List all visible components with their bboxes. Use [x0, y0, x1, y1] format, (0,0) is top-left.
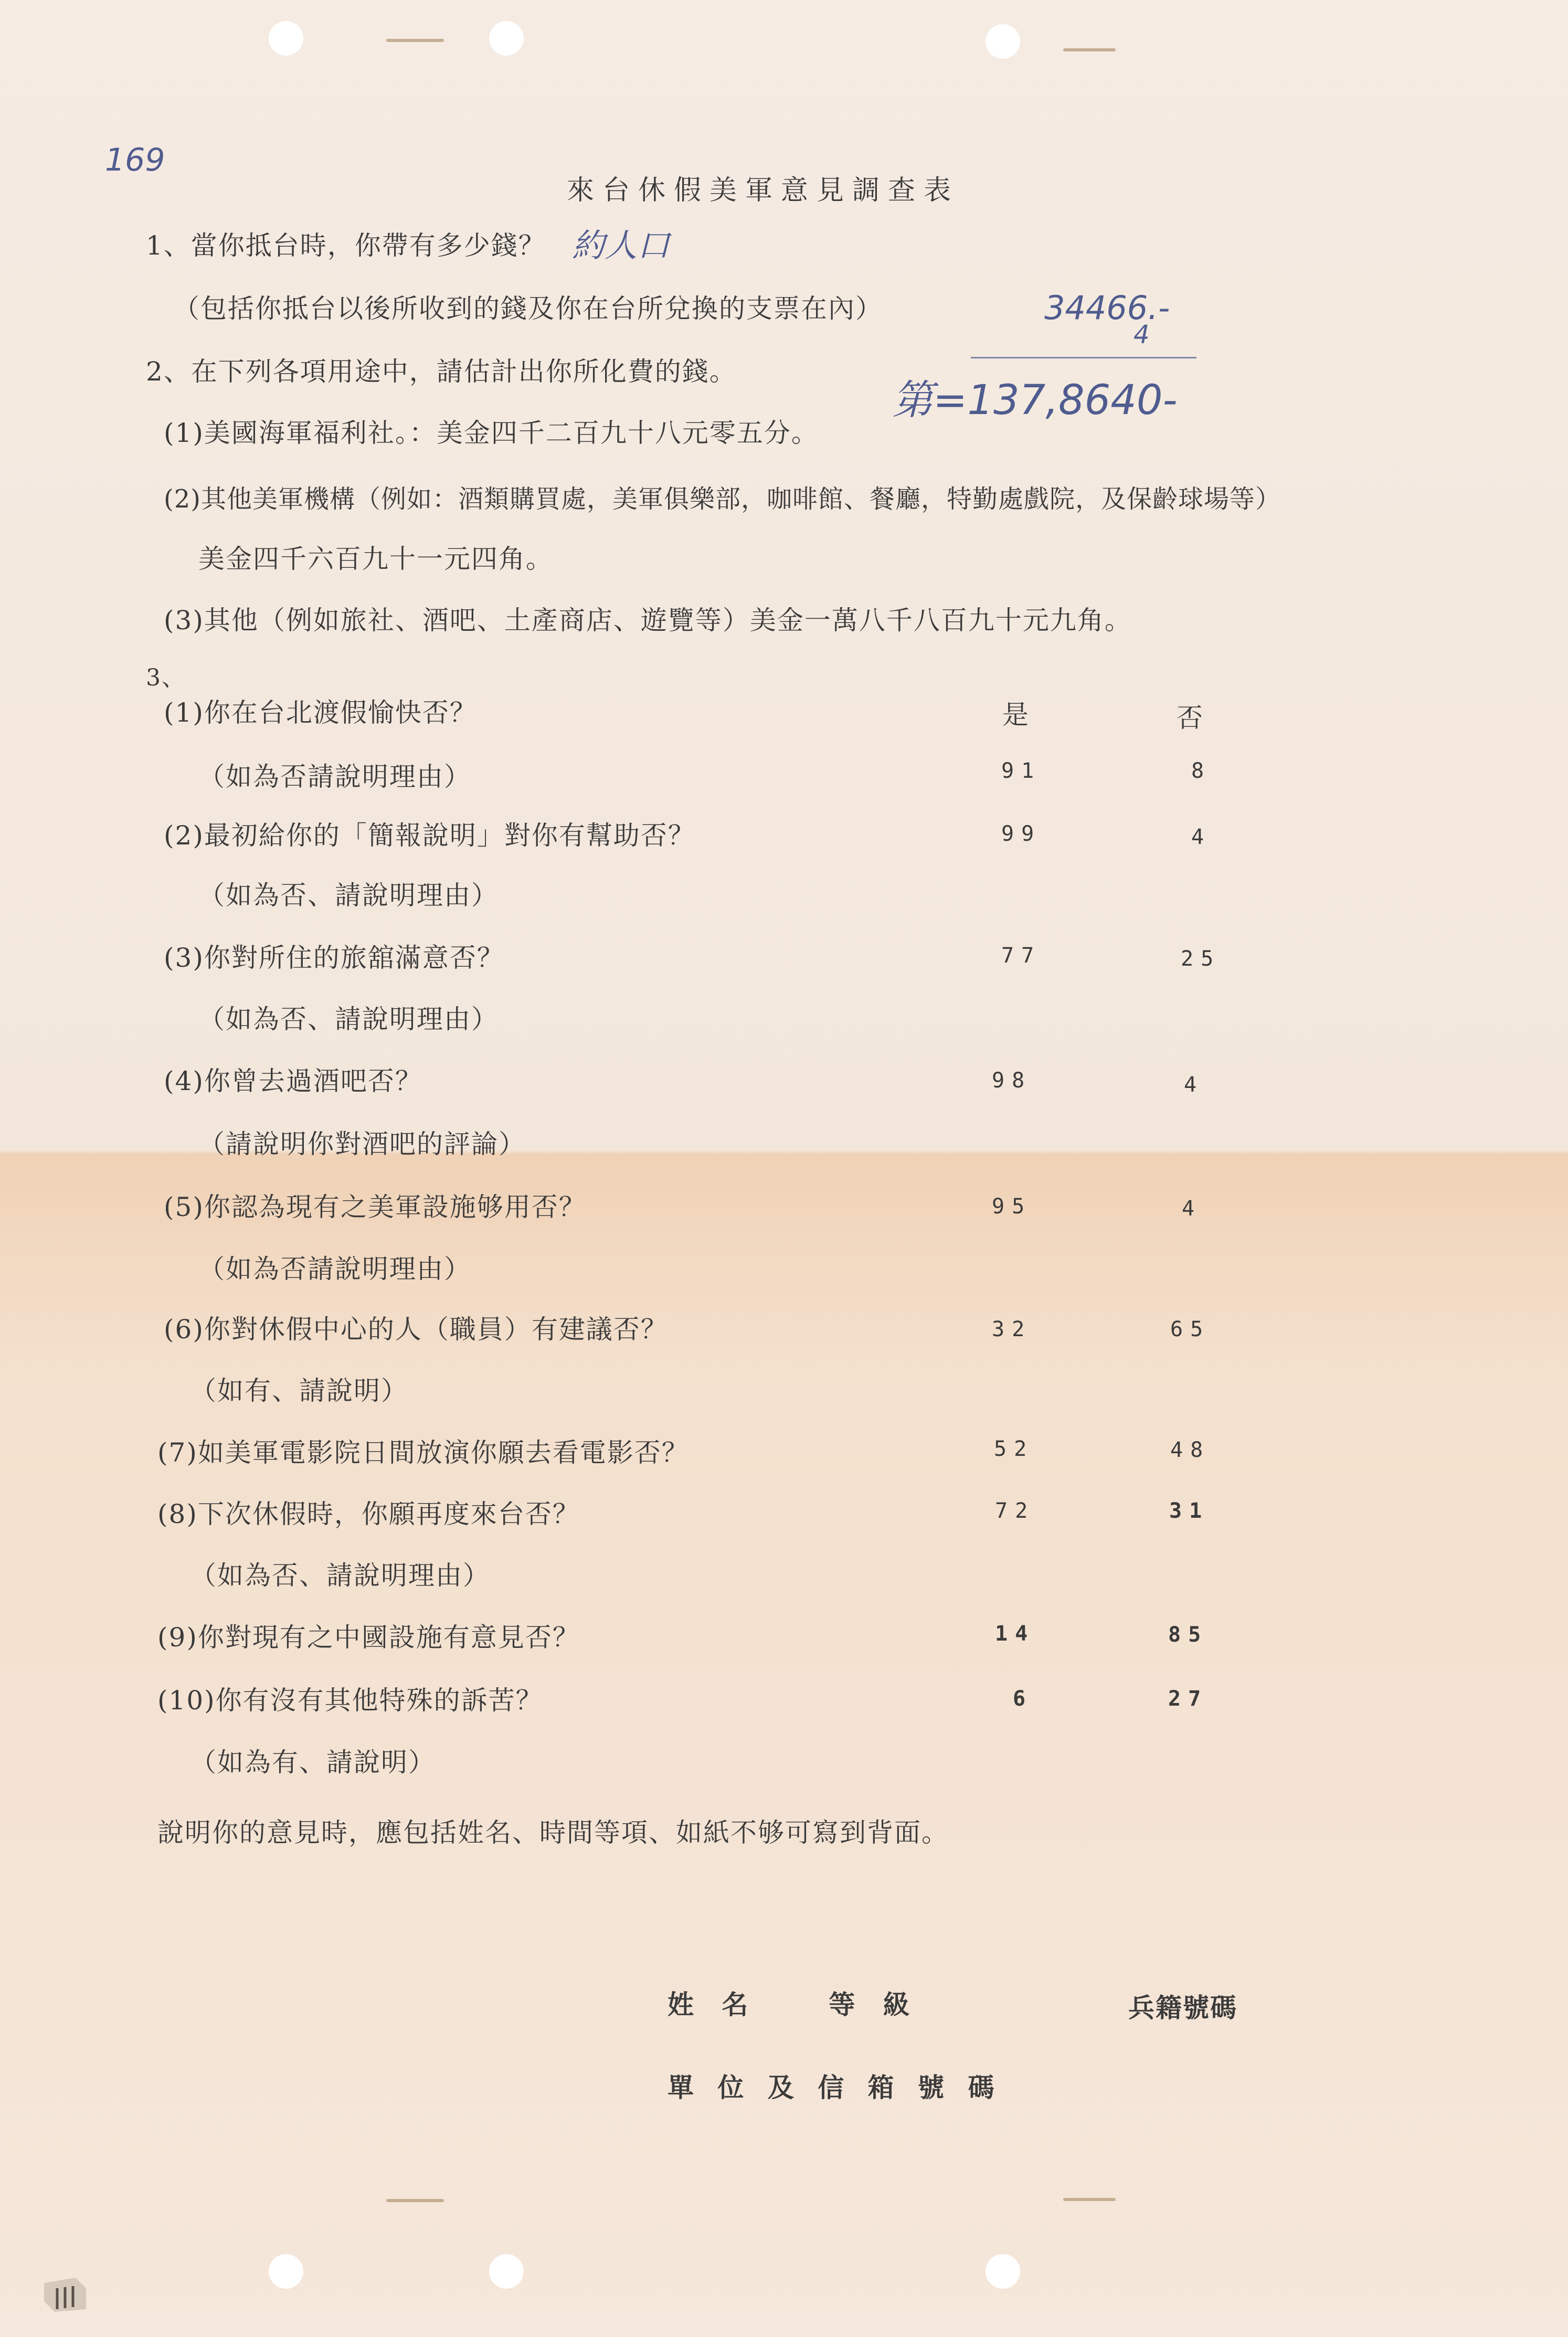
q3-note: （如為否、請說明理由）: [190, 1560, 490, 1591]
yes-count: 91: [1001, 759, 1042, 783]
punch-hole: [489, 21, 524, 56]
yes-count: 72: [995, 1499, 1035, 1523]
q2-item: 美金四千六百九十一元四角。: [198, 544, 553, 574]
binding-mark: [386, 2199, 444, 2202]
binding-mark: [386, 39, 444, 42]
q3-note: （如為有、請說明）: [190, 1747, 436, 1778]
page-number: 169: [105, 142, 165, 178]
q2-item: (1)美國海軍福利社。：美金四千二百九十八元零五分。: [164, 418, 819, 448]
calc-result: 第=137,8640-: [892, 377, 1178, 424]
yes-count: 99: [1001, 822, 1042, 846]
q3-note: （請說明你對酒吧的評論）: [198, 1129, 526, 1159]
q1-annotation: 約人口: [572, 226, 670, 265]
calc-top: 34466.-: [1044, 289, 1170, 327]
q3-question: (4)你曾去過酒吧否？: [164, 1066, 422, 1096]
column-yes-header: 是: [1002, 700, 1030, 730]
yes-count: 52: [994, 1437, 1034, 1461]
no-count: 27: [1168, 1687, 1209, 1711]
q3-question: (6)你對休假中心的人（職員）有建議否？: [164, 1314, 668, 1345]
signature-name-rank: 姓 名 等 級: [668, 1989, 919, 2020]
yes-count: 6: [1013, 1687, 1033, 1711]
no-count: 25: [1181, 947, 1221, 971]
signature-unit: 單 位 及 信 箱 號 碼: [668, 2072, 1002, 2103]
q3-note: （如為否、請說明理由）: [198, 880, 499, 911]
archive-stamp-icon: [39, 2272, 91, 2314]
yes-count: 95: [992, 1194, 1032, 1219]
punch-hole: [269, 2254, 303, 2289]
q3-label: 3、: [146, 664, 186, 691]
document-title: 來台休假美軍意見調查表: [567, 175, 960, 206]
binding-mark: [1063, 2198, 1116, 2201]
yes-count: 77: [1001, 944, 1042, 968]
q3-note: （如為否、請說明理由）: [198, 1004, 499, 1034]
q3-question: (2)最初給你的「簡報說明」對你有幫助否？: [164, 820, 695, 851]
calc-line: [971, 357, 1196, 358]
no-count: 4: [1191, 825, 1212, 849]
yes-count: 32: [992, 1317, 1032, 1341]
punch-hole: [489, 2254, 524, 2289]
q1-note: （包括你抵台以後所收到的錢及你在台所兌換的支票在內）: [173, 293, 883, 324]
column-no-header: 否: [1177, 703, 1204, 733]
no-count: 85: [1168, 1623, 1209, 1647]
q2-item: (3)其他（例如旅社、酒吧、土產商店、遊覽等）美金一萬八千八百九十元九角。: [164, 605, 1132, 636]
q2-label: 2、在下列各項用途中，請估計出你所化費的錢。: [146, 356, 737, 387]
q3-question: (8)下次休假時，你願再度來台否？: [157, 1499, 580, 1529]
signature-serial: 兵籍號碼: [1128, 1992, 1237, 2023]
q3-question: (3)你對所住的旅舘滿意否？: [164, 943, 504, 973]
calc-divisor: 4: [1133, 320, 1150, 350]
punch-hole: [986, 2254, 1020, 2289]
q3-question: (9)你對現有之中國設施有意見否？: [157, 1622, 580, 1653]
no-count: 4: [1182, 1197, 1202, 1221]
no-count: 4: [1184, 1073, 1204, 1097]
no-count: 48: [1170, 1438, 1211, 1462]
yes-count: 98: [992, 1069, 1032, 1093]
binding-mark: [1063, 48, 1116, 51]
no-count: 8: [1191, 759, 1212, 783]
q3-question: (10)你有沒有其他特殊的訴苦？: [157, 1685, 543, 1716]
q2-item: (2)其他美軍機構（例如：酒類購買處，美軍俱樂部，咖啡館、餐廳，特勤處戲院，及保齡球場等）: [164, 484, 1281, 514]
punch-hole: [986, 24, 1020, 59]
q3-question: (1)你在台北渡假愉快否？: [164, 697, 477, 728]
q3-note: （如為否請說明理由）: [198, 762, 471, 792]
punch-hole: [269, 21, 303, 56]
q3-question: (7)如美軍電影院日間放演你願去看電影否？: [157, 1437, 689, 1468]
q3-question: (5)你認為現有之美軍設施够用否？: [164, 1192, 586, 1222]
q3-note: （如為否請說明理由）: [198, 1254, 471, 1284]
q1-label: 1、當你抵台時，你帶有多少錢？: [146, 230, 546, 261]
no-count: 31: [1169, 1499, 1210, 1523]
closing-instruction: 說明你的意見時，應包括姓名、時間等項、如紙不够可寫到背面。: [157, 1817, 949, 1848]
yes-count: 14: [995, 1622, 1035, 1646]
q3-note: （如有、請說明）: [190, 1376, 408, 1406]
no-count: 65: [1170, 1317, 1211, 1341]
